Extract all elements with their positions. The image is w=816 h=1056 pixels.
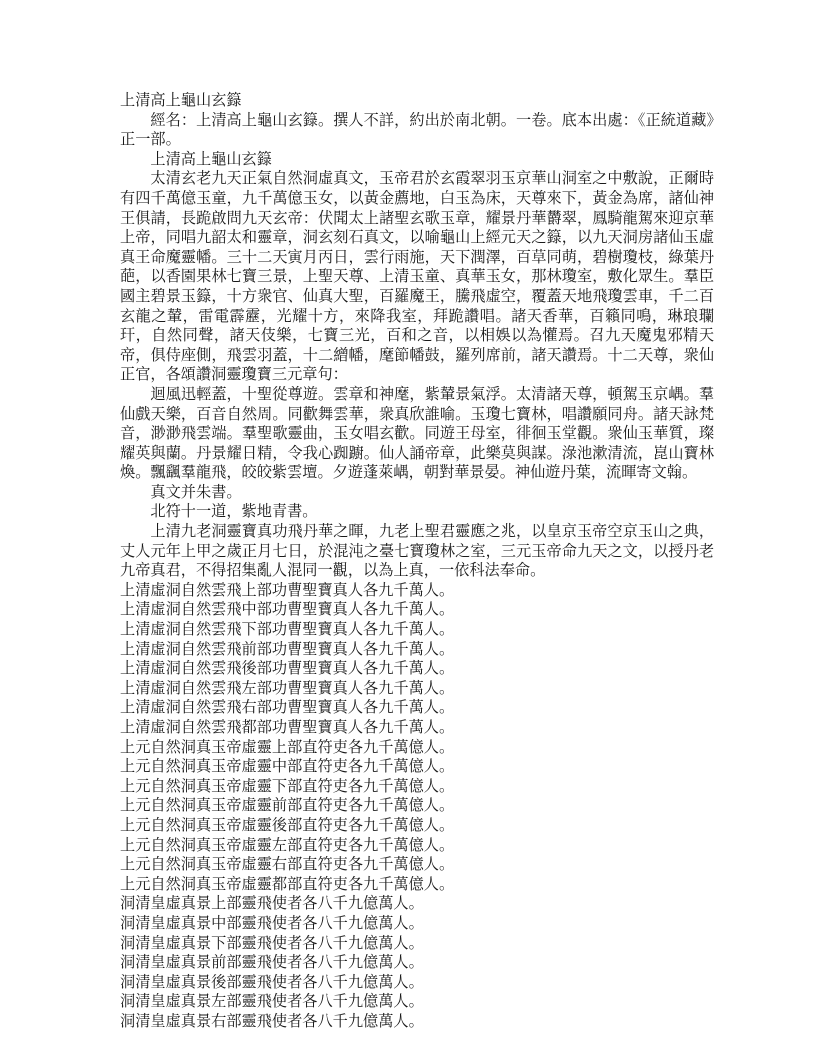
document-page: [120, 91, 714, 1032]
list-item: 上元自然洞真玉帝虛靈後部直符吏各九千萬億人。: [120, 815, 455, 834]
list-item: 洞清皇虛真景前部靈飛使者各八千九億萬人。: [120, 953, 424, 972]
list-item: 上清虛洞自然雲飛中部功曹聖寶真人各九千萬人。: [120, 600, 455, 619]
list-item: 上清虛洞自然雲飛下部功曹聖寶真人各九千萬人。: [120, 620, 455, 639]
list-item: 洞清皇虛真景中部靈飛使者各八千九億萬人。: [120, 913, 424, 932]
list-item: 上清虛洞自然雲飛都部功曹聖寶真人各九千萬人。: [120, 718, 455, 736]
list-item: 洞清皇虛真景後部靈飛使者各八千九億萬人。: [120, 972, 424, 991]
list-item: 上清虛洞自然雲飛後部功曹聖寶真人各九千萬人。: [120, 659, 455, 678]
list-item: 洞清皇虛真景右部靈飛使者各八千九億萬人。: [120, 1011, 424, 1030]
list-item: 上清虛洞自然雲飛前部功曹聖寶真人各九千萬人。: [120, 639, 455, 658]
list-item: 洞清皇虛真景左部靈飛使者各八千九億萬人。: [120, 992, 424, 1011]
body-paragraph: 上清九老洞靈寶真功飛丹華之暉，九老上聖君靈應之兆，以皇京玉帝空京玉山之典，丈人元年上甲之歲正月七日，於混沌之臺七寶瓊林之室，三元玉帝命九天之文，以授丹老九帝真君，不得招集亂人混同一觀，以為上真，一依科法奉命。: [120, 522, 714, 580]
list-item: 上元自然洞真玉帝虛靈左部直符吏各九千萬億人。: [120, 835, 455, 854]
list-item: 洞清皇虛真景下部靈飛使者各八千九億萬人。: [120, 933, 424, 952]
body-paragraph: 真文并朱書。: [150, 482, 242, 501]
list-item: 上元自然洞真玉帝虛靈中部直符吏各九千萬億人。: [120, 757, 455, 776]
verse-paragraph: 迴風迅輕蓋，十聖從尊遊。雲章和神麾，紫輦景氣浮。太清諸天尊，頓駕玉京嵎。羣仙戲天樂，百音自然周。同歡舞雲華，衆真欣誰喻。玉瓊七寶林，唱讚願同舟。諸天詠梵音，渺渺飛雲端。羣聖歌靈曲，玉女唱玄歡。同遊王母室，徘徊玉堂觀。衆仙玉華質，璨耀英與蘭。丹景耀日精，令我心踟躕。仙人誦帝章，此樂莫與謀。淥池漱清流，崑山寶林煥。飄颻羣龍飛，皎皎紫雲壇。夕遊蓬萊嵎，朝對華景晏。神仙遊丹葉，流暉寄文翰。: [120, 384, 714, 482]
list-item: 上元自然洞真玉帝虛靈下部直符吏各九千萬億人。: [120, 776, 455, 795]
document-subtitle: 上清高上龜山玄籙: [150, 149, 272, 168]
body-paragraph: 太清玄老九天正氣自然洞虛真文，玉帝君於玄霞翠羽玉京華山洞室之中敷說，正爾時有四千萬億玉童，九千萬億玉女，以黃金薦地，白玉為床，天尊來下，黃金為席，諸仙神王俱請，長跪啟問九天玄帝：伏聞太上諸聖玄歌玉章，耀景丹華欝翠，鳳騎龍駕來迎京華上帝，同唱九韶太和靈章，洞玄刻石真文，以喻龜山上經元天之籙，以九天洞房諸仙玉虛真王命魔靈幡。三十二天寅月丙日，雲行雨施，天下潤澤，百草同萌，碧樹瓊枝，綠葉丹葩，以香園果林七寶三景，上聖天尊、上清玉童、真華玉女，那林瓊室，敷化眾生。羣臣國主碧景玉籙，十方衆官、仙真大聖，百羅魔王，騰飛虛空，覆蓋天地飛瓊雲車，千二百玄龍之輦，雷電霹靂，光耀十方，來降我室，拜跪讚唱。諸天香華，百籟同鳴，琳琅瓓玕，自然同聲，諸天伎樂，七寶三光，百和之音，以相娛以為懽焉。召九天魔鬼邪精天帝，俱侍座側，飛雲羽蓋，十二繒幡，麾節幡鼓，羅列席前，諸天讚焉。十二天尊，衆仙正官，各頌讚洞靈瓊寶三元章句：: [120, 169, 714, 384]
body-paragraph: 北符十一道，紫地青書。: [150, 502, 318, 521]
meta-paragraph: 經名：上清高上龜山玄籙。撰人不詳，約出於南北朝。一卷。底本出處：《正統道藏》正一部。: [120, 110, 714, 149]
list-item: 上清虛洞自然雲飛右部功曹聖寶真人各九千萬人。: [120, 698, 455, 717]
document-heading: 上清高上龜山玄籙: [120, 91, 242, 109]
list-item: 上元自然洞真玉帝虛靈前部直符吏各九千萬億人。: [120, 796, 455, 815]
list-item: 上清虛洞自然雲飛上部功曹聖寶真人各九千萬人。: [120, 580, 455, 599]
list-item: 上元自然洞真玉帝虛靈上部直符吏各九千萬億人。: [120, 737, 455, 756]
list-item: 上元自然洞真玉帝虛靈右部直符吏各九千萬億人。: [120, 855, 455, 874]
list-item: 洞清皇虛真景上部靈飛使者各八千九億萬人。: [120, 894, 424, 913]
list-item: 上清虛洞自然雲飛左部功曹聖寶真人各九千萬人。: [120, 678, 455, 697]
list-item: 上元自然洞真玉帝虛靈都部直符吏各九千萬億人。: [120, 874, 455, 893]
